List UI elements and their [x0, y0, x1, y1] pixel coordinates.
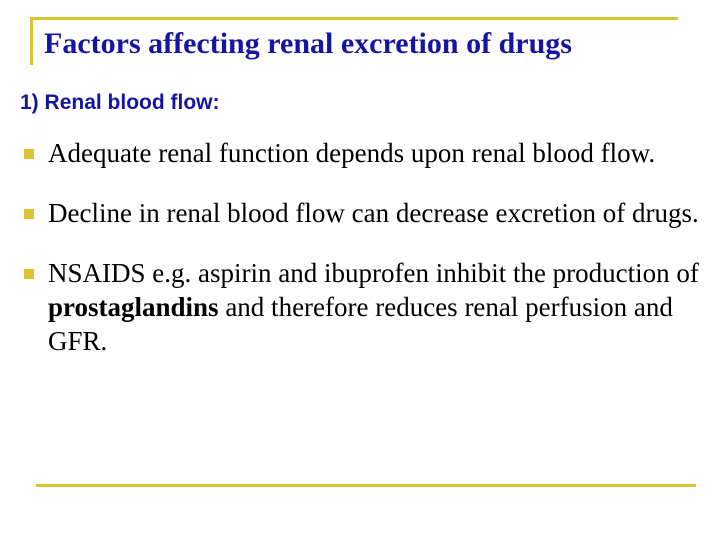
- bold-term: prostaglandins: [48, 292, 219, 322]
- footer-rule: [36, 484, 696, 487]
- bullet-text-after: and therefore reduces renal perfusion and GFR.: [48, 292, 673, 356]
- bullet-item: [24, 256, 704, 358]
- bullet-list: [24, 136, 704, 384]
- bullet-item: [24, 136, 704, 170]
- square-bullet-icon: [24, 149, 34, 159]
- section-suffix: :: [212, 91, 220, 114]
- title-frame-top-rule: [30, 17, 678, 20]
- square-bullet-icon: [24, 209, 34, 219]
- section-number: 1): [20, 91, 39, 114]
- bullet-text: [48, 258, 699, 356]
- bullet-item: [24, 196, 704, 230]
- bullet-text-before: NSAIDS e.g. aspirin and ibuprofen inhibit the production of: [48, 258, 699, 288]
- bullet-text: Adequate renal function depends upon renal blood flow.: [48, 138, 656, 168]
- section-heading: [20, 88, 220, 118]
- section-label: Renal blood flow: [44, 91, 213, 114]
- square-bullet-icon: [24, 269, 34, 279]
- title-frame-left-rule: [30, 17, 33, 65]
- bullet-text: Decline in renal blood flow can decrease excretion of drugs.: [48, 198, 699, 228]
- slide-title: Factors affecting renal excretion of drugs: [44, 27, 572, 60]
